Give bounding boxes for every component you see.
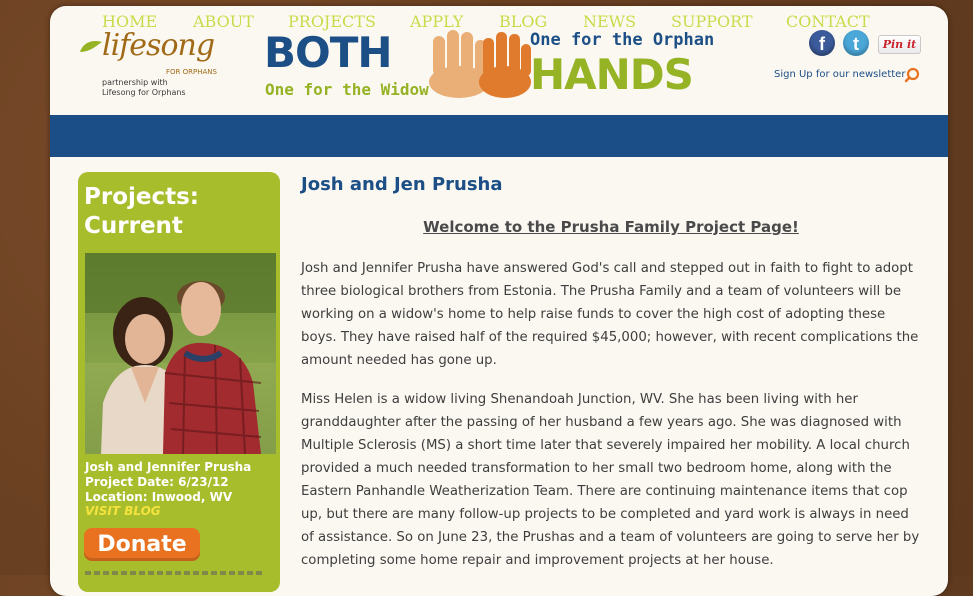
- main-nav: [50, 115, 948, 157]
- nav-home[interactable]: HOME: [102, 12, 158, 31]
- nav-projects[interactable]: PROJECTS: [288, 12, 376, 31]
- bothhands-both[interactable]: BOTH: [264, 28, 392, 77]
- lifesong-logo[interactable]: [78, 28, 218, 98]
- newsletter-link[interactable]: Sign Up for our newsletter: [774, 69, 906, 80]
- page-title: Josh and Jen Prusha: [301, 174, 503, 195]
- nav-news[interactable]: NEWS: [583, 12, 637, 31]
- project-date: Project Date: 6/23/12: [85, 475, 229, 489]
- project-photo[interactable]: [85, 253, 276, 454]
- lifesong-partner: partnership with Lifesong for Orphans: [102, 78, 186, 97]
- leaf-icon: [78, 38, 104, 56]
- bothhands-widow: One for the Widow: [265, 80, 429, 99]
- sidebar-cutoff-text: [85, 571, 265, 575]
- lifesong-wordmark: lifesong: [102, 28, 215, 63]
- search-icon[interactable]: [904, 67, 920, 83]
- visit-blog-link[interactable]: VISIT BLOG: [85, 504, 161, 518]
- sidebar-title: Projects: Current: [84, 184, 199, 239]
- nav-contact[interactable]: CONTACT: [786, 12, 870, 31]
- project-name: Josh and Jennifer Prusha: [85, 460, 252, 474]
- content-paragraph-1: Josh and Jennifer Prusha have answered God's call and stepped out in faith to fight to adopt three biological brothers from Estonia. The Prusha Family and a team of volunteers will be working on a widow's home to help raise funds to cover the high cost of adopting these boys. They have raised half of the required $45,000; however, with recent complications the amount needed has gone up.: [301, 261, 919, 368]
- facebook-icon[interactable]: f: [809, 30, 835, 56]
- nav-apply[interactable]: APPLY: [410, 12, 464, 31]
- twitter-icon[interactable]: t: [843, 30, 869, 56]
- donate-button[interactable]: Donate: [84, 528, 200, 561]
- project-location: Location: Inwood, WV: [85, 490, 233, 504]
- nav-blog[interactable]: BLOG: [499, 12, 548, 31]
- content-paragraph-2: Miss Helen is a widow living Shenandoah Junction, WV. She has been living with her granddaughter after the passing of her husband a few years ago. She was diagnosed with Multiple Sclerosis (MS) a short time later that severely impaired her mobility. A local church provided a much needed transformation to her small two bedroom home, along with the Eastern Panhandle Weatherization Team. There are continuing maintenance items that cop up, but there are many follow-up projects to be completed and yard work is always in need of assistance. So on June 23, the Prushas and a team of volunteers are going to serve her by completing some home repair and improvement projects at her house.: [301, 392, 920, 568]
- lifesong-sub: FOR ORPHANS: [166, 68, 217, 76]
- hands-icon: [425, 26, 535, 102]
- welcome-heading: Welcome to the Prusha Family Project Page!: [423, 218, 799, 236]
- bothhands-orphan: One for the Orphan: [530, 30, 715, 50]
- bothhands-hands: HANDS: [530, 50, 693, 99]
- pinterest-button[interactable]: Pin it: [878, 35, 921, 54]
- nav-about[interactable]: ABOUT: [193, 12, 254, 31]
- nav-support[interactable]: SUPPORT: [671, 12, 753, 31]
